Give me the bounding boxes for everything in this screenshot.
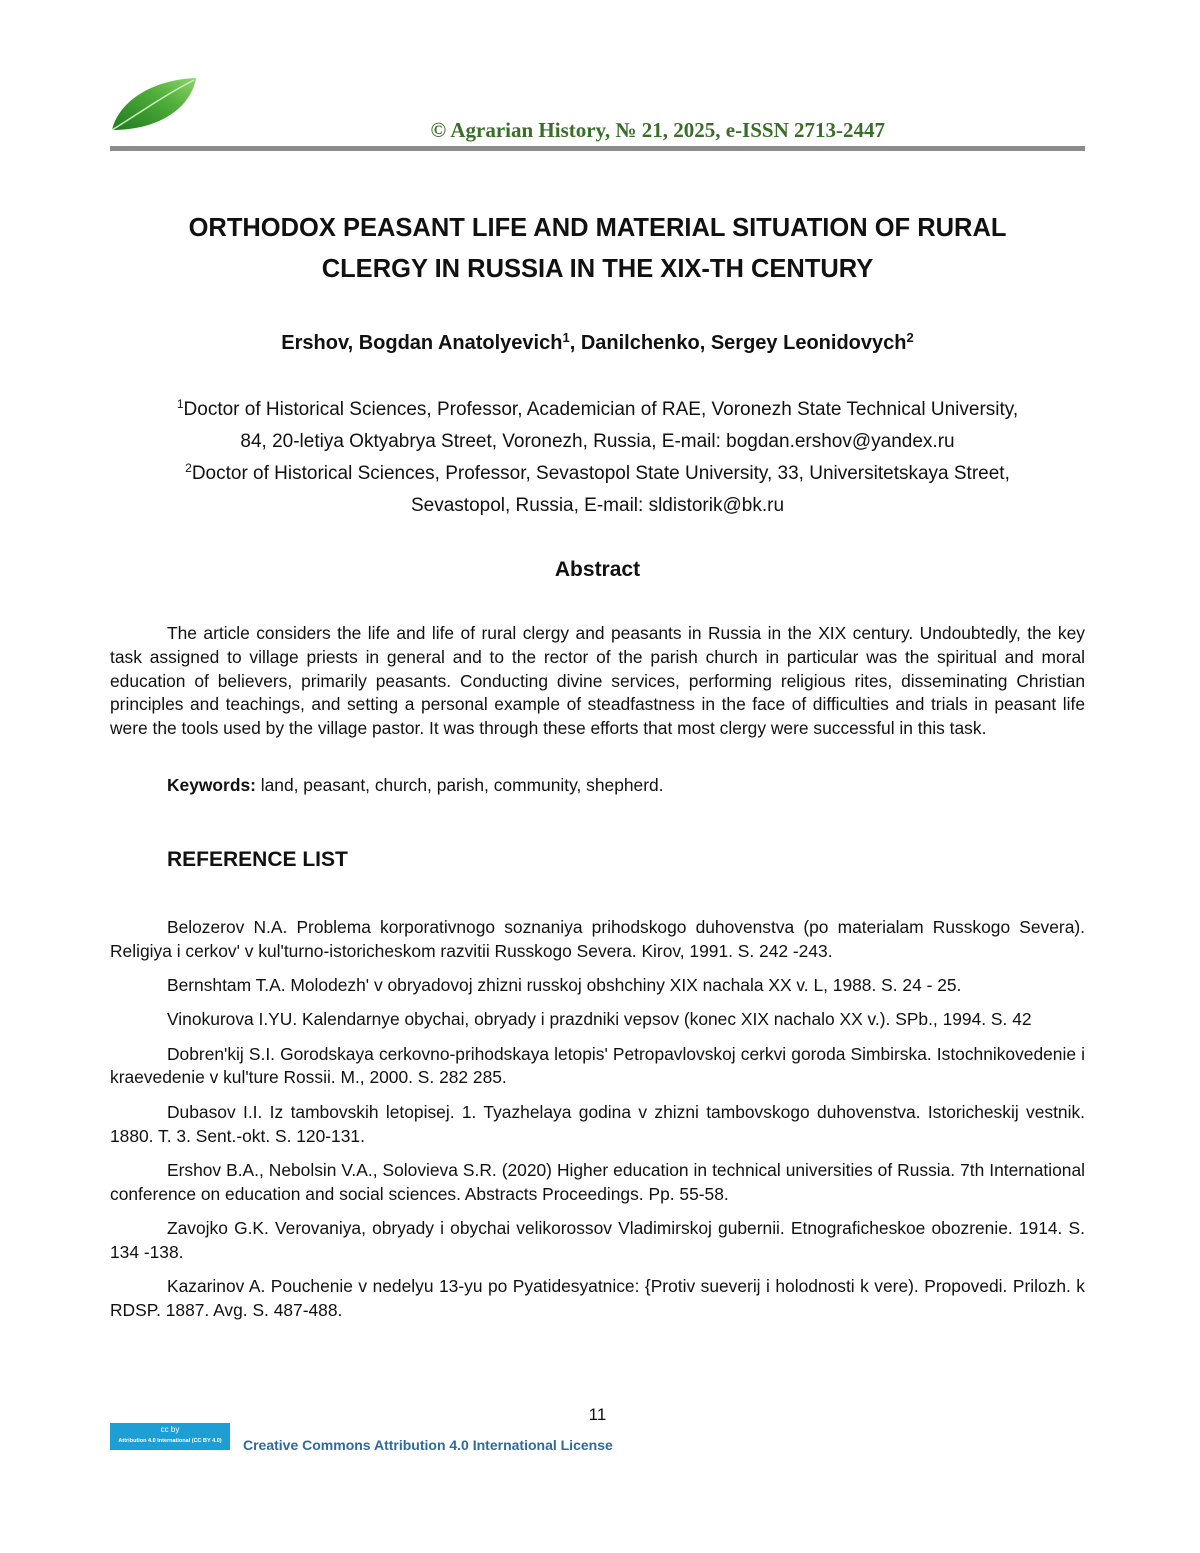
keywords-text: land, peasant, church, parish, community, shepherd. xyxy=(255,775,664,795)
affiliation-2-line-2: Sevastopol, Russia, E-mail: sldistorik@bk.ru xyxy=(410,495,785,516)
reference-item: Vinokurova I.YU. Kalendarnye obychai, obryady i prazdniki vepsov (konec XIX nachalo XX v.). SPb., 1994. S. 42 xyxy=(167,1009,1032,1030)
reference-item: Dubasov I.I. Iz tambovskih letopisej. 1. Tyazhelaya godina v zhizni tambovskogo duhovenstva. Istoricheskij vestnik. 1880. T. 3. Sent.-okt. S. 120-131. xyxy=(110,1101,1085,1146)
keywords-label: Keywords: xyxy=(167,775,256,795)
reference-item: Belozerov N.A. Problema korporativnogo soznaniya prihodskogo duhovenstva (po materialam Russkogo Severa). Religiya i cerkov' v kul'turno-istoricheskom razvitii Russkogo Severa. Kirov, 1991. S. 242 -243. xyxy=(110,917,1085,961)
author-1: Ershov, Bogdan Anatolyevich xyxy=(281,332,563,354)
reference-item: Zavojko G.K. Verovaniya, obryady i obychai velikorossov Vladimirskoj gubernii. Etnograficheskoe obozrenie. 1914. S. 134 -138. xyxy=(110,1217,1085,1262)
affiliation-2-text: Doctor of Historical Sciences, Professor, Sevastopol State University, 33, Universitetskaya Street, xyxy=(191,463,1010,484)
page-number: 11 xyxy=(588,1405,607,1424)
header-rule xyxy=(110,146,1085,151)
author-2-sup: 2 xyxy=(906,330,914,345)
author-list xyxy=(110,329,1085,357)
reference-heading: REFERENCE LIST xyxy=(167,848,348,871)
journal-header: © Agrarian History, № 21, 2025, e-ISSN 2713-2447 xyxy=(430,118,885,142)
cc-license-badge[interactable] xyxy=(110,1423,230,1450)
keywords xyxy=(167,774,1085,797)
cc-by-icon: cc by xyxy=(160,1425,180,1434)
affiliation-2-sup: 2 xyxy=(185,461,192,475)
paper-title xyxy=(110,208,1085,290)
affiliation-1-text: Doctor of Historical Sciences, Professor, Academician of RAE, Voronezh State Technical University, xyxy=(183,399,1019,420)
author-1-sup: 1 xyxy=(562,330,570,345)
reference-item: Kazarinov A. Pouchenie v nedelyu 13-yu po Pyatidesyatnice: {Protiv sueverij i holodnosti k vere). Propovedi. Prilozh. k RDSP. 1887. Avg. S. 487-488. xyxy=(110,1276,1085,1320)
affiliation-1-sup: 1 xyxy=(176,397,184,411)
author-separator: , xyxy=(569,332,581,354)
affiliation-1-line-1 xyxy=(110,394,1085,426)
cc-badge-text: Attribution 4.0 International (CC BY 4.0) xyxy=(118,1438,222,1444)
abstract-text: The article considers the life and life of rural clergy and peasants in Russia in the XIX century. Undoubtedly, the key task assigned to village priests in general and to the rector of the parish church in particular was the spiritual and moral education of believers, primarily peasants. Conducting divine services, performing religious rites, disseminating Christian principles and teachings, and setting a personal example of steadfastness in the face of difficulties and trials in peasant life were the tools used by the village pastor. It was through these efforts that most clergy were successful in this task. xyxy=(110,623,1085,739)
affiliation-2-line-1 xyxy=(110,458,1085,490)
reference-list xyxy=(110,916,1085,1333)
reference-item: Ershov B.A., Nebolsin V.A., Solovieva S.R. (2020) Higher education in technical universities of Russia. 7th International conference on education and social sciences. Abstracts Proceedings. Pp. 55-58. xyxy=(110,1159,1085,1204)
author-2: Danilchenko, Sergey Leonidovych xyxy=(580,332,907,354)
reference-item: Dobren'kij S.I. Gorodskaya cerkovno-prihodskaya letopis' Petropavlovskoj cerkvi goroda Simbirska. Istochnikovedenie i kraevedenie v kul'ture Rossii. M., 2000. S. 282 285. xyxy=(110,1043,1085,1088)
title-line-2: CLERGY IN RUSSIA IN THE XIX-TH CENTURY xyxy=(321,255,874,283)
abstract-heading: Abstract xyxy=(554,558,641,581)
affiliation-1-line-2: 84, 20-letiya Oktyabrya Street, Voronezh, Russia, E-mail: bogdan.ershov@yandex.ru xyxy=(240,431,955,452)
reference-item: Bernshtam T.A. Molodezh' v obryadovoj zhizni russkoj obshchiny XIX nachala XX v. L, 1988. S. 24 - 25. xyxy=(167,975,962,996)
affiliations xyxy=(110,394,1085,522)
license-link[interactable]: Creative Commons Attribution 4.0 International License xyxy=(243,1437,613,1453)
title-line-1: ORTHODOX PEASANT LIFE AND MATERIAL SITUATION OF RURAL xyxy=(188,214,1007,242)
